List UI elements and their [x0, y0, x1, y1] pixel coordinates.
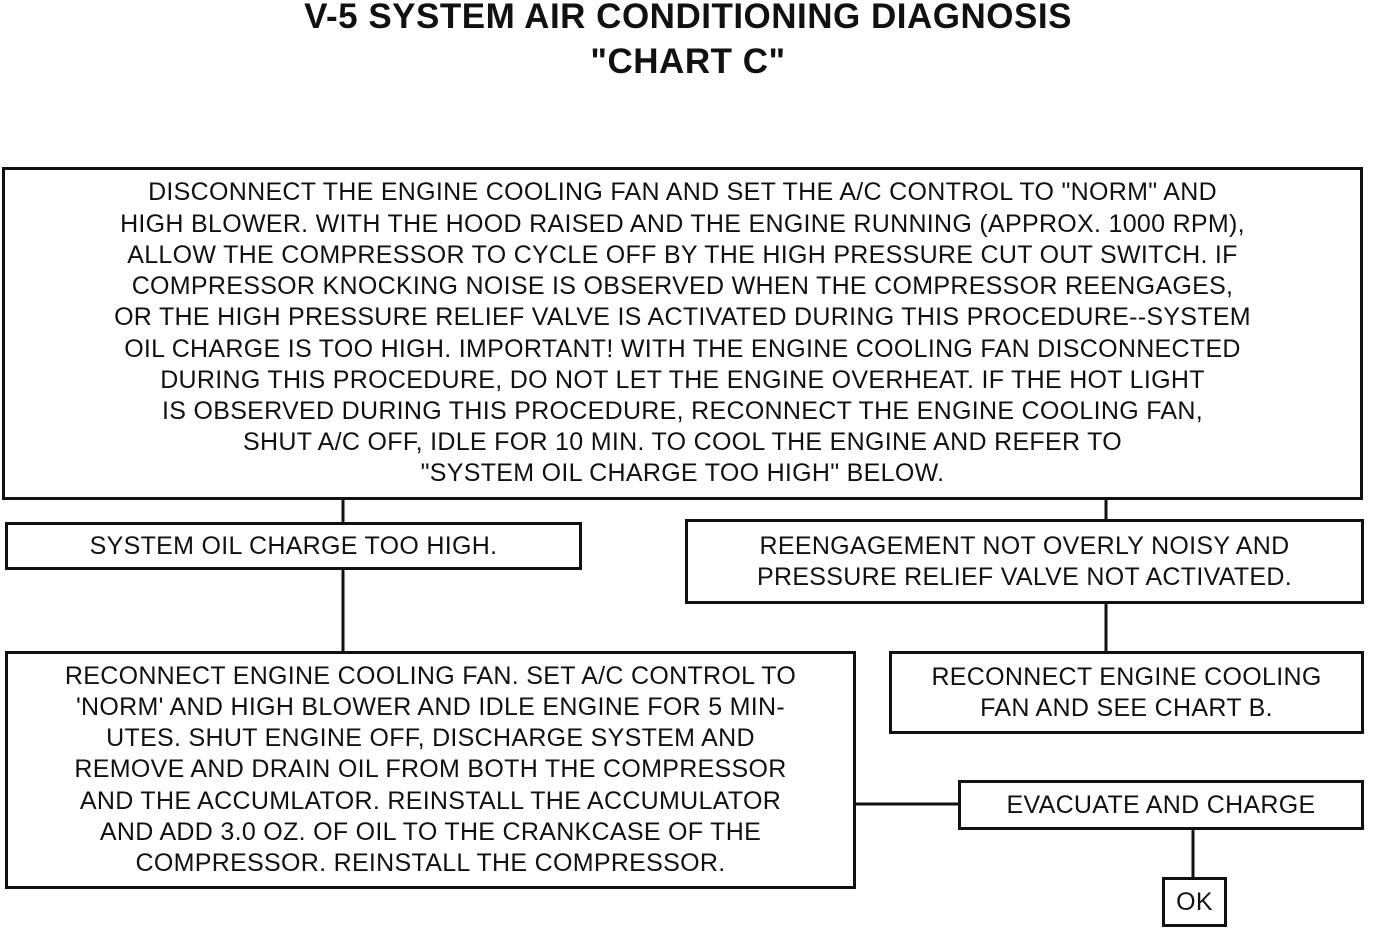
result-not-noisy-box: [685, 519, 1364, 604]
result-oil-too-high-text: SYSTEM OIL CHARGE TOO HIGH.: [89, 532, 498, 560]
step-disconnect-fan-text: DISCONNECT THE ENGINE COOLING FAN AND SET THE A/C CONTROL TO "NORM" AND HIGH BLOWER. WITH THE HOOD RAISED AND THE ENGINE RUNNING (APPROX. 1000 RPM), ALLOW THE COMPRESSOR TO CYCLE OFF BY THE HIGH PRESSURE CUT OUT SWITCH. IF COMPRESSOR KNOCKING NOISE IS OBSERVED WHEN THE COMPRESSOR REENGAGES, OR THE HIGH PRESSURE RELIEF VALVE IS ACTIVATED DURING THIS PROCEDURE--SYSTEM OIL CHARGE IS TOO HIGH. IMPORTANT! WITH THE ENGINE COOLING FAN DISCONNECTED DURING THIS PROCEDURE, DO NOT LET THE ENGINE OVERHEAT. IF THE HOT LIGHT IS OBSERVED DURING THIS PROCEDURE, RECONNECT THE ENGINE COOLING FAN, SHUT A/C OFF, IDLE FOR 10 MIN. TO COOL THE ENGINE AND REFER TO "SYSTEM OIL CHARGE TOO HIGH" BELOW.: [114, 178, 1251, 488]
result-oil-too-high-box: [5, 522, 582, 570]
result-not-noisy-text: REENGAGEMENT NOT OVERLY NOISY AND PRESSURE RELIEF VALVE NOT ACTIVATED.: [756, 531, 1292, 591]
step-see-chart-b-box: [889, 651, 1364, 734]
step-evacuate-charge-text: EVACUATE AND CHARGE: [1006, 791, 1316, 819]
chart-subtitle: "CHART C": [590, 42, 786, 81]
step-reconnect-drain-box: [5, 651, 856, 889]
step-reconnect-drain-text: RECONNECT ENGINE COOLING FAN. SET A/C CONTROL TO 'NORM' AND HIGH BLOWER AND IDLE ENGINE FOR 5 MIN- UTES. SHUT ENGINE OFF, DISCHARGE SYSTEM AND REMOVE AND DRAIN OIL FROM BOTH THE COMPRESSOR AND THE ACCUMLATOR. REINSTALL THE ACCUMULATOR AND ADD 3.0 OZ. OF OIL TO THE CRANKCASE OF THE COMPRESSOR. REINSTALL THE COMPRESSOR.: [64, 661, 797, 877]
result-ok-box: [1162, 877, 1227, 927]
result-ok-text: OK: [1176, 888, 1213, 916]
chart-title: V-5 SYSTEM AIR CONDITIONING DIAGNOSIS: [304, 0, 1072, 36]
step-evacuate-charge-box: [958, 780, 1364, 830]
step-see-chart-b-text: RECONNECT ENGINE COOLING FAN AND SEE CHART B.: [931, 662, 1322, 722]
step-disconnect-fan-box: [2, 167, 1363, 500]
